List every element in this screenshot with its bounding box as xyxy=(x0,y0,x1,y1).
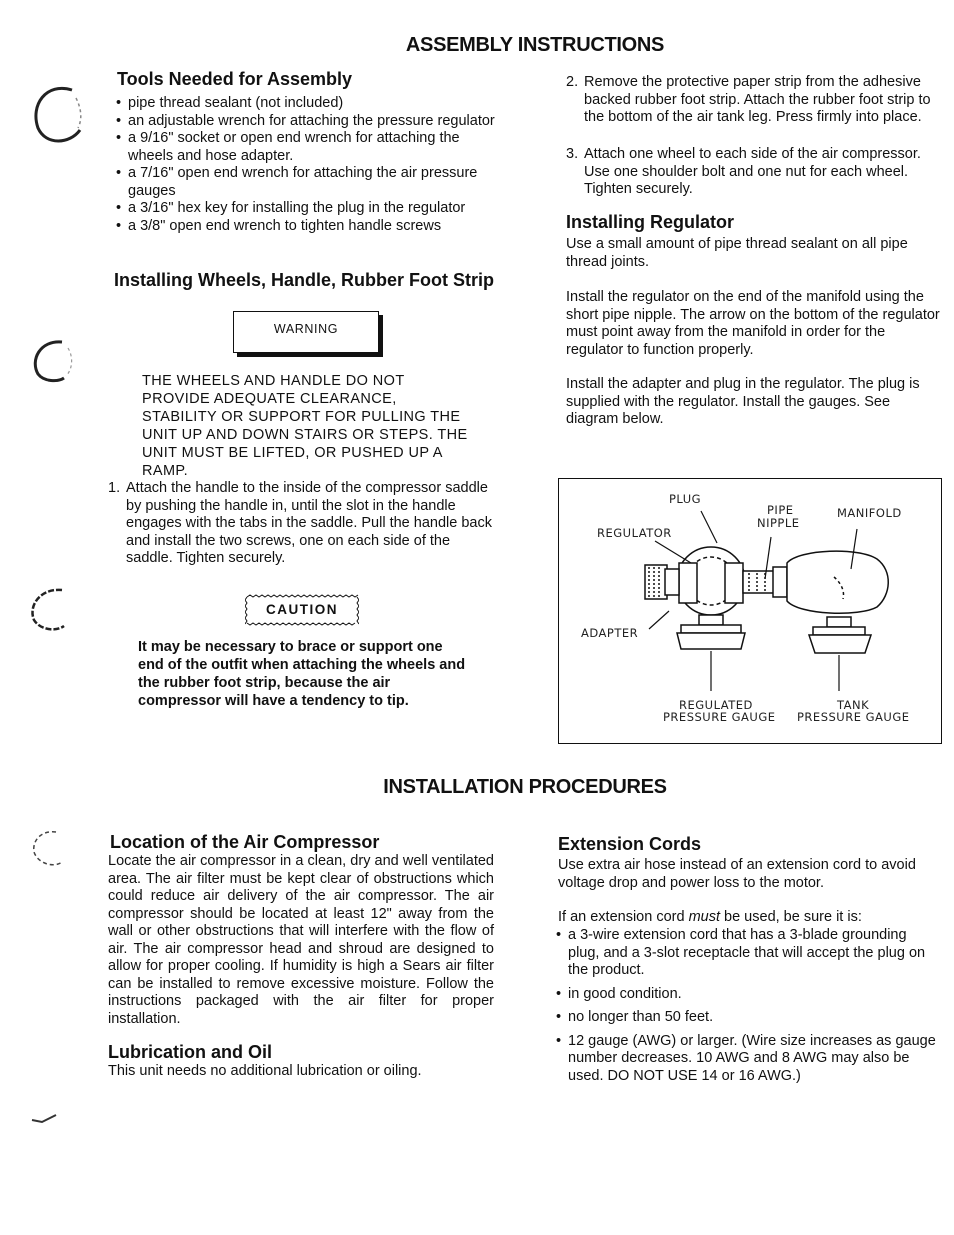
extension-paragraph xyxy=(558,909,942,927)
list-item xyxy=(566,146,946,199)
list-item: • a 3/8" open end wrench to tighten handle screws xyxy=(114,218,502,236)
binder-hole-mark xyxy=(26,80,86,150)
label-tank-gauge: PRESSURE GAUGE xyxy=(797,710,910,724)
lubrication-text: This unit needs no additional lubrication or oiling. xyxy=(108,1063,422,1079)
step-number: 1. xyxy=(108,480,121,496)
caution-label: CAUTION xyxy=(266,602,338,617)
extension-heading: Extension Cords xyxy=(558,834,702,854)
label-regulated-gauge: PRESSURE GAUGE xyxy=(663,710,776,724)
list-item: • 12 gauge (AWG) or larger. (Wire size increases as gauge number decreases. 10 AWG and 8 AWG may also be used. DO NOT USE 14 or 16 AWG.) xyxy=(554,1033,942,1086)
label-plug: PLUG xyxy=(669,492,702,506)
list-item: • a 7/16" open end wrench for attaching the air pressure gauges xyxy=(114,165,502,200)
step-text: Attach the handle to the inside of the compressor saddle by pushing the handle in, until the slot in the handle engages with the tabs in the saddle. Pull the handle back and install the two screws, one on each side of the saddle. Tighten securely. xyxy=(126,480,492,566)
regulator-paragraph: Use a small amount of pipe thread sealant on all pipe thread joints. xyxy=(566,236,908,270)
regulator-paragraph: Install the adapter and plug in the regulator. The plug is supplied with the regulator. Install the gauges. See diagram below. xyxy=(566,376,920,427)
tools-list xyxy=(114,95,502,235)
lubrication-heading: Lubrication and Oil xyxy=(108,1042,273,1062)
text-span: be used, be sure it is: xyxy=(720,909,862,925)
installation-title: INSTALLATION PROCEDURES xyxy=(383,776,667,798)
list-item: • a 3-wire extension cord that has a 3-blade grounding plug, and a 3-slot receptacle that will accept the plug on the product. xyxy=(554,927,942,980)
label-adapter: ADAPTER xyxy=(581,626,639,640)
list-item: • no longer than 50 feet. xyxy=(554,1009,942,1027)
steps-list-right xyxy=(566,74,946,127)
step-text: Remove the protective paper strip from the adhesive backed rubber foot strip. Attach the rubber foot strip to the bottom of the air tank leg. Press firmly into place. xyxy=(584,74,931,125)
label-regulated: REGULATED xyxy=(679,698,753,712)
wheels-heading: Installing Wheels, Handle, Rubber Foot Strip xyxy=(114,270,495,290)
binder-hole-mark xyxy=(28,336,78,386)
regulator-heading: Installing Regulator xyxy=(566,212,735,232)
steps-list-right xyxy=(566,146,946,199)
tools-heading: Tools Needed for Assembly xyxy=(117,69,353,89)
assembly-title: ASSEMBLY INSTRUCTIONS xyxy=(405,34,665,56)
binder-hole-mark xyxy=(26,584,76,634)
caution-box xyxy=(245,594,359,626)
location-text: Locate the air compressor in a clean, dry and well ventilated area. The air filter must be kept clear of obstructions which could reduce air delivery of the air compressor. The air compressor should be located at least 12" away from the wall or other obstructions that will interfere with the flow of air. The air compressor head and shroud are designed to allow for proper cooling. If humidity is high a Sears air filter can be installed to remove excessive moisture. Follow the instructions packaged with the air filter for proper installation. xyxy=(108,853,494,1027)
label-manifold: MANIFOLD xyxy=(837,506,902,520)
list-item: • a 9/16" socket or open end wrench for attaching the wheels and hose adapter. xyxy=(114,130,502,165)
text-span: If an extension cord xyxy=(558,909,689,925)
warning-label: WARNING xyxy=(273,322,339,336)
binder-hole-mark xyxy=(30,1112,60,1126)
regulator-diagram xyxy=(558,478,942,744)
list-item: • in good condition. xyxy=(554,986,942,1004)
regulator-paragraph: Install the regulator on the end of the manifold using the short pipe nipple. The arrow on the bottom of the regulator must point away from the manifold in order for the regulator to function properly. xyxy=(566,289,940,358)
warning-box xyxy=(233,311,379,353)
step-number: 2. xyxy=(566,74,579,90)
label-pipe: PIPE xyxy=(767,503,794,517)
warning-text: THE WHEELS AND HANDLE DO NOT PROVIDE ADEQUATE CLEARANCE, STABILITY OR SUPPORT FOR PULLING THE UNIT UP AND DOWN STAIRS OR STEPS. THE UNIT MUST BE LIFTED, OR PUSHED UP A RAMP. xyxy=(142,373,468,479)
label-tank: TANK xyxy=(837,698,870,712)
list-item xyxy=(108,480,498,568)
step-text: Attach one wheel to each side of the air compressor. Use one shoulder bolt and one nut for each wheel. Tighten securely. xyxy=(584,146,921,197)
step-number: 3. xyxy=(566,146,579,162)
emphasis: must xyxy=(688,909,720,925)
extension-paragraph: Use extra air hose instead of an extension cord to avoid voltage drop and power loss to the motor. xyxy=(558,857,916,891)
list-item: • pipe thread sealant (not included) xyxy=(114,95,502,113)
label-regulator: REGULATOR xyxy=(597,526,672,540)
steps-list-left xyxy=(108,480,498,568)
label-nipple: NIPPLE xyxy=(757,516,800,530)
caution-text: It may be necessary to brace or support one end of the outfit when attaching the wheels and the rubber foot strip, because the air compressor will have a tendency to tip. xyxy=(138,639,466,709)
extension-list xyxy=(554,927,942,1085)
list-item: • a 3/16" hex key for installing the plug in the regulator xyxy=(114,200,502,218)
binder-hole-mark xyxy=(26,826,76,876)
list-item xyxy=(566,74,946,127)
location-heading: Location of the Air Compressor xyxy=(110,832,380,852)
list-item: • an adjustable wrench for attaching the pressure regulator xyxy=(114,113,502,131)
